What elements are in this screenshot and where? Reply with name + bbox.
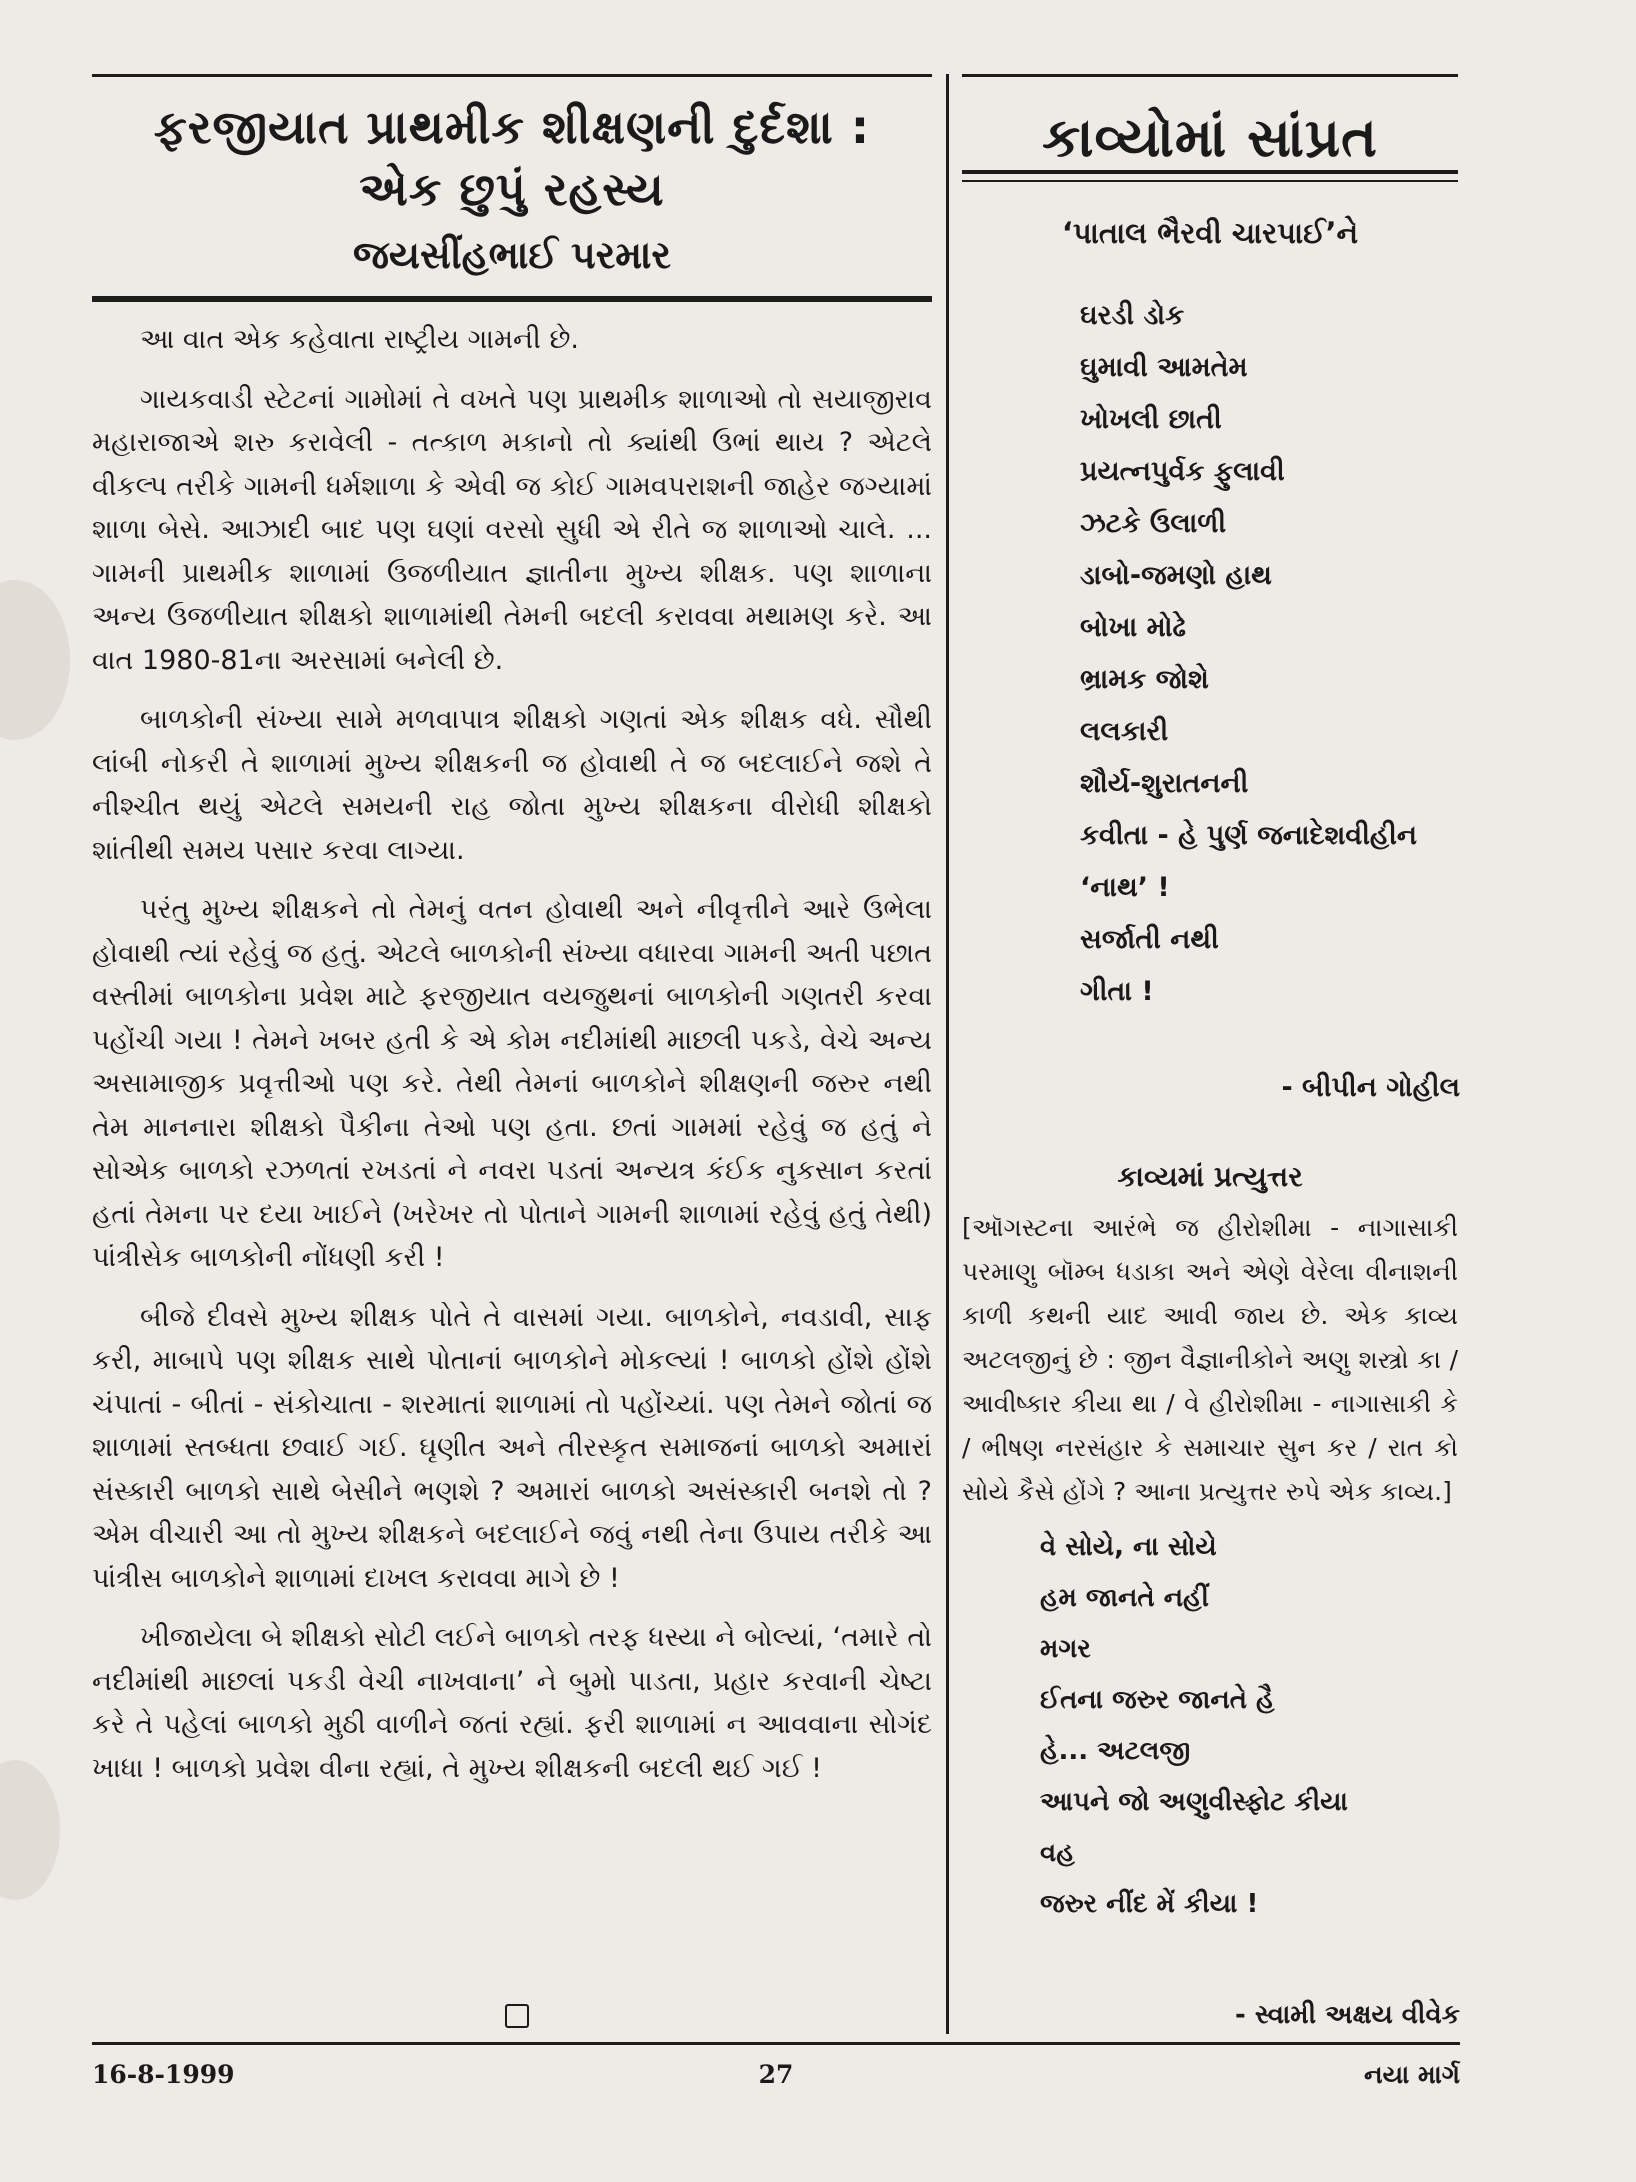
paper-stain: [0, 1760, 60, 1900]
article-paragraph: બાળકોની સંખ્યા સામે મળવાપાત્ર શીક્ષકો ગણતાં એક શીક્ષક વધે. સૌથી લાંબી નોકરી તે શાળામાં મુખ્ય શીક્ષકની જ હોવાથી તે જ બદલાઈને જશે તે નીશ્ચીત થયું એટલે સમયની રાહ જોતા મુખ્ય શીક્ષકના વીરોધી શીક્ષકો શાંતીથી સમય પસાર કરવા લાગ્યા.: [92, 704, 932, 866]
top-rule-right: [962, 74, 1458, 77]
article-end-mark: [505, 2004, 529, 2028]
section-heading-rule-1: [962, 170, 1458, 174]
poem-line: હે... અટલજી: [1040, 1736, 1191, 1766]
poem-line: ઝટકે ઉલાળી: [1080, 508, 1227, 539]
article-header-rule: [92, 296, 932, 302]
poem-line: પ્રયત્નપુર્વક ફુલાવી: [1080, 456, 1285, 487]
article-body: [92, 318, 932, 1806]
top-rule-left: [92, 74, 932, 77]
poem1-author: - બીપીન ગોહીલ: [1281, 1072, 1460, 1103]
article-paragraph: ખીજાયેલા બે શીક્ષકો સોટી લઈને બાળકો તરફ ધસ્યા ને બોલ્યાં, ‘તમારે તો નદીમાંથી માછલાં પકડી વેચી નાખવાના’ ને બુમો પાડતા, પ્રહાર કરવાની ચેષ્ટા કરે તે પહેલાં બાળકો મુઠી વાળીને જતાં રહ્યાં. ફરી શાળામાં ન આવવાના સોગંદ ખાધા ! બાળકો પ્રવેશ વીના રહ્યાં, તે મુખ્ય શીક્ષકની બદલી થઈ ગઈ !: [92, 1622, 932, 1784]
poem-line: ગીતા !: [1080, 976, 1154, 1007]
poem-line: બોખા મોઢે: [1080, 612, 1186, 643]
poem-line: ઘરડી ડોક: [1080, 300, 1185, 331]
poem2-author: - સ્વામી અક્ષય વીવેક: [1235, 2000, 1460, 2030]
article-header: [92, 96, 932, 284]
magazine-name: નયા માર્ગ: [1364, 2060, 1460, 2089]
poem-line: ભ્રામક જોશે: [1080, 664, 1209, 695]
poem-line: ‘નાથ’ !: [1080, 872, 1170, 903]
poem-line: ઈતના જરુર જાનતે હૈ: [1040, 1685, 1275, 1715]
poem-line: સર્જાતી નથી: [1080, 924, 1219, 955]
section-heading-rule-2: [962, 180, 1458, 182]
poem-line: મગર: [1040, 1634, 1091, 1664]
poem-line: વહ: [1040, 1838, 1075, 1868]
poem-line: આપને જો અણુવીસ્ફોટ કીયા: [1040, 1787, 1348, 1817]
poem1-title: ‘પાતાલ ભૈરવી ચારપાઈ’ને: [1061, 216, 1359, 250]
right-column-header: [962, 96, 1458, 180]
article-paragraph: પરંતુ મુખ્ય શીક્ષકને તો તેમનું વતન હોવાથી અને નીવૃત્તીને આરે ઉભેલા હોવાથી ત્યાં રહેવું જ હતું. એટલે બાળકોની સંખ્યા વધારવા ગામની અતી પછાત વસ્તીમાં બાળકોના પ્રવેશ માટે ફરજીયાત વયજુથનાં બાળકોની ગણતરી કરવા પહોંચી ગયા ! તેમને ખબર હતી કે એ કોમ નદીમાંથી માછલી પકડે, વેચે અન્ય અસામાજીક પ્રવૃત્તીઓ પણ કરે. તેથી તેમનાં બાળકોને શીક્ષણની જરુર નથી તેમ માનનારા શીક્ષકો પૈકીના તેઓ પણ હતા. છતાં ગામમાં રહેવું જ હતું ને સોએક બાળકો રઝળતાં રખડતાં ને નવરા પડતાં અન્યત્ર કંઈક નુકસાન કરતાં હતાં તેમના પર દયા ખાઈને (ખરેખર તો પોતાને ગામની શાળામાં રહેવું હતું તેથી) પાંત્રીસેક બાળકોની નોંધણી કરી !: [92, 894, 932, 1273]
article-title-line2: એક છુપું રહસ્ય: [359, 162, 665, 216]
poem2-title: કાવ્યમાં પ્રત્યુત્તર: [1117, 1160, 1303, 1193]
article-title-line1: ફરજીયાત પ્રાથમીક શીક્ષણની દુર્દશા :: [153, 100, 871, 154]
poem-line: લલકારી: [1080, 716, 1169, 747]
footer-date: 16-8-1999: [92, 2060, 235, 2089]
poem2-intro: [ઑગસ્ટના આરંભે જ હીરોશીમા - નાગાસાકી પરમાણુ બૉમ્બ ધડાકા અને એણે વેરેલા વીનાશની કાળી કથની યાદ આવી જાય છે. એક કાવ્ય અટલજીનું છે : જીન વૈજ્ઞાનીકોને અણુ શસ્ત્રો કા / આવીષ્કાર કીયા થા / વે હીરોશીમા - નાગાસાકી કે / ભીષણ નરસંહાર કે સમાચાર સુન કર / રાત કો સોયે કૈસે હોંગે ? આના પ્રત્યુત્તર રુપે એક કાવ્ય.]: [962, 1213, 1458, 1506]
poem-line: કવીતા - હે પુર્ણ જનાદેશવીહીન: [1080, 820, 1417, 851]
article-paragraph: ગાયકવાડી સ્ટેટનાં ગામોમાં તે વખતે પણ પ્રાથમીક શાળાઓ તો સયાજીરાવ મહારાજાએ શરુ કરાવેલી - તત્કાળ મકાનો તો ક્યાંથી ઉભાં થાય ? એટલે વીકલ્પ તરીકે ગામની ધર્મશાળા કે એવી જ કોઈ ગામવપરાશની જાહેર જગ્યામાં શાળા બેસે. આઝાદી બાદ પણ ઘણાં વરસો સુધી એ રીતે જ શાળાઓ ચાલે. ... ગામની પ્રાથમીક શાળામાં ઉજળીયાત જ્ઞાતીના મુખ્ય શીક્ષક. પણ શાળાના અન્ય ઉજળીયાત શીક્ષકો શાળામાંથી તેમની બદલી કરાવવા મથામણ કરે. આ વાત 1980-81ના અરસામાં બનેલી છે.: [92, 383, 932, 676]
poem2: [1040, 1522, 1460, 1930]
column-divider: [946, 74, 949, 2034]
poem-line: શૌર્ય-શુરાતનની: [1080, 768, 1249, 799]
page-footer: [92, 2060, 1460, 2100]
poem-line: જરુર નીંદ મેં કીયા !: [1040, 1889, 1259, 1919]
poem-line: હમ જાનતે નહીં: [1040, 1583, 1209, 1613]
poem-line: ખોખલી છાતી: [1080, 404, 1222, 435]
bottom-rule: [92, 2042, 1460, 2045]
article-author: જયસીંહભાઈ પરમાર: [352, 233, 672, 277]
section-heading: કાવ્યોમાં સાંપ્રત: [1042, 106, 1378, 169]
poem-line: ઘુમાવી આમતેમ: [1080, 352, 1248, 383]
article-paragraph: આ વાત એક કહેવાતા રાષ્ટ્રીય ગામની છે.: [140, 324, 579, 355]
poem-line: વે સોયે, ના સોયે: [1040, 1532, 1217, 1562]
article-paragraph: બીજે દીવસે મુખ્ય શીક્ષક પોતે તે વાસમાં ગયા. બાળકોને, નવડાવી, સાફ કરી, માબાપે પણ શીક્ષક સાથે પોતાનાં બાળકોને મોકલ્યાં ! બાળકો હોંશે હોંશે ચંપાતાં - બીતાં - સંકોચાતા - શરમાતાં શાળામાં તો પહોંચ્યાં. પણ તેમને જોતાં જ શાળામાં સ્તબ્ધતા છવાઈ ગઈ. ઘૃણીત અને તીરસ્કૃત સમાજનાં બાળકો અમારાં સંસ્કારી બાળકો સાથે બેસીને ભણશે ? અમારાં બાળકો અસંસ્કારી બનશે તો ? એમ વીચારી આ તો મુખ્ય શીક્ષકને બદલાઈને જવું નથી તેના ઉપાય તરીકે આ પાંત્રીસ બાળકોને શાળામાં દાખલ કરાવવા માગે છે !: [92, 1301, 932, 1594]
page-number: 27: [758, 2060, 794, 2089]
poem-line: ડાબો-જમણો હાથ: [1080, 560, 1272, 591]
paper-stain: [0, 580, 70, 740]
poem1: [1080, 290, 1460, 1018]
